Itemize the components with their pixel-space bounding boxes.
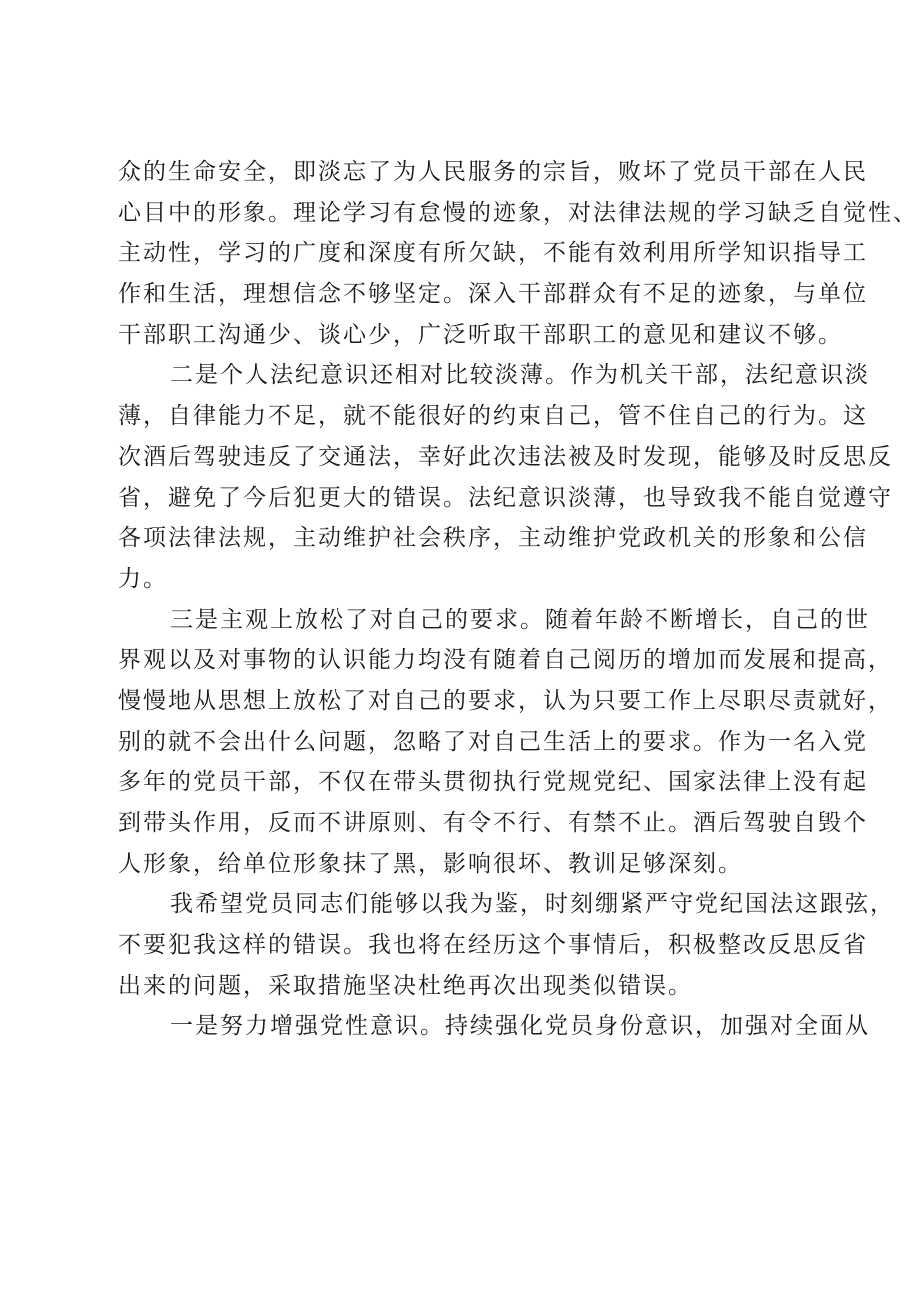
text-line: 力。 [118,565,168,592]
text-line: 人形象，给单位形象抹了黑，影响很坏、教训足够深刻。 [118,850,743,877]
text-line: 次酒后驾驶违反了交通法，幸好此次违法被及时发现，能够及时反思反 [118,443,893,470]
text-line: 不要犯我这样的错误。我也将在经历这个事情后，积极整改反思反省 [118,932,868,959]
text-line: 慢慢地从思想上放松了对自己的要求，认为只要工作上尽职尽责就好， [118,687,893,714]
text-line: 出来的问题，采取措施坚决杜绝再次出现类似错误。 [118,972,693,999]
document-body [118,152,918,1047]
text-line: 到带头作用，反而不讲原则、有令不行、有禁不止。酒后驾驶自毁个 [118,810,868,836]
paragraph-start-line: 三是主观上放松了对自己的要求。随着年龄不断增长，自己的世 [170,606,870,633]
text-line: 干部职工沟通少、谈心少，广泛听取干部职工的意见和建议不够。 [118,321,843,348]
paragraph-start-line: 一是努力增强党性意识。持续强化党员身份意识，加强对全面从 [170,1013,870,1040]
paragraph-start-line: 二是个人法纪意识还相对比较淡薄。作为机关干部，法纪意识淡 [170,362,870,389]
text-line: 薄，自律能力不足，就不能很好的约束自己，管不住自己的行为。这 [118,403,868,430]
text-line: 界观以及对事物的认识能力均没有随着自己阅历的增加而发展和提高， [118,647,893,674]
text-line: 众的生命安全，即淡忘了为人民服务的宗旨，败坏了党员干部在人民 [118,159,868,185]
paragraph-start-line: 我希望党员同志们能够以我为鉴，时刻绷紧严守党纪国法这跟弦， [170,891,895,918]
text-line: 各项法律法规，主动维护社会秩序，主动维护党政机关的形象和公信 [118,525,868,552]
text-line: 省，避免了今后犯更大的错误。法纪意识淡薄，也导致我不能自觉遵守 [118,484,893,511]
text-line: 作和生活，理想信念不够坚定。深入干部群众有不足的迹象，与单位 [118,281,868,308]
text-line: 多年的党员干部，不仅在带头贯彻执行党规党纪、国家法律上没有起 [118,769,868,796]
text-line: 主动性，学习的广度和深度有所欠缺，不能有效利用所学知识指导工 [118,240,868,267]
text-line: 心目中的形象。理论学习有怠慢的迹象，对法律法规的学习缺乏自觉性、 [118,199,918,226]
text-line: 别的就不会出什么问题，忽略了对自己生活上的要求。作为一名入党 [118,728,868,755]
